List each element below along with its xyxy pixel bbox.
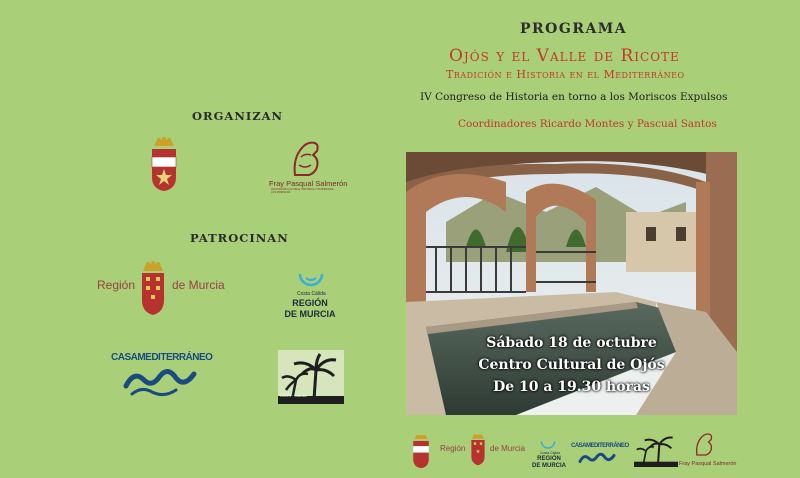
event-place: Centro Cultural de Ojós <box>478 357 665 373</box>
costa-murcia-text: DE MURCIA <box>284 309 336 319</box>
footer-palm-icon <box>633 431 679 467</box>
footer-costa-murcia: DE MURCIA <box>532 463 566 469</box>
costa-calida-small: Costa Cálida <box>297 291 326 297</box>
costa-region-text: REGIÓN <box>292 298 328 308</box>
footer-costa-small: Costa Cálida <box>540 451 561 455</box>
programa-title: PROGRAMA <box>520 21 628 37</box>
fray-pasqual-caption: ASOCIACIÓN CULTURAL HISTÓRICA Y PATRIMONIAL · LOS MORISCOS <box>271 188 336 194</box>
footer-costa-region: REGIÓN <box>537 456 561 462</box>
casa-mediterraneo-text: CASAMEDITERRÁNEO <box>111 352 213 363</box>
event-time: De 10 a 19.30 horas <box>493 379 650 395</box>
region-murcia-left-text: Región <box>97 278 136 292</box>
patrocinan-heading: PATROCINAN <box>190 231 289 245</box>
footer-fray-pasqual-icon <box>693 430 715 458</box>
footer-casa-wave-icon <box>578 450 618 468</box>
footer-fray-label: Fray Pasqual Salmerón <box>679 461 737 467</box>
footer-region-right: de Murcia <box>490 444 526 453</box>
event-date: Sábado 18 de octubre <box>486 335 657 351</box>
lavadero-photo <box>406 152 737 415</box>
ojos-shield-icon <box>147 137 181 192</box>
lavadero-photo-illustration <box>406 152 737 415</box>
fray-pasqual-logo-icon <box>289 137 323 179</box>
ojos-palm-logo <box>278 350 344 404</box>
organizan-heading: ORGANIZAN <box>192 109 284 123</box>
ojos-small-text: OJÓS · Murcia <box>280 393 307 398</box>
fray-pasqual-label: Fray Pasqual Salmerón <box>269 179 348 188</box>
costa-calida-icon <box>296 260 326 290</box>
footer-region-left: Región <box>440 444 466 453</box>
footer-casa-text: CASAMEDITERRÁNEO <box>571 443 629 449</box>
congreso-line: IV Congreso de Historia en torno a los Moriscos Expulsos <box>420 91 728 103</box>
region-murcia-right-text: de Murcia <box>172 278 225 292</box>
main-title: Ojós y el Valle de Ricote <box>449 46 680 66</box>
murcia-shield-icon <box>138 260 168 316</box>
footer-murcia-shield-icon <box>469 432 487 466</box>
coordinadores-line: Coordinadores Ricardo Montes y Pascual Santos <box>458 118 717 130</box>
footer-costa-calida-icon <box>539 433 557 451</box>
casa-mediterraneo-wave-icon <box>122 364 202 398</box>
footer-ojos-shield-icon <box>410 432 432 470</box>
subtitle: Tradición e Historia en el Mediterráneo <box>446 68 685 81</box>
